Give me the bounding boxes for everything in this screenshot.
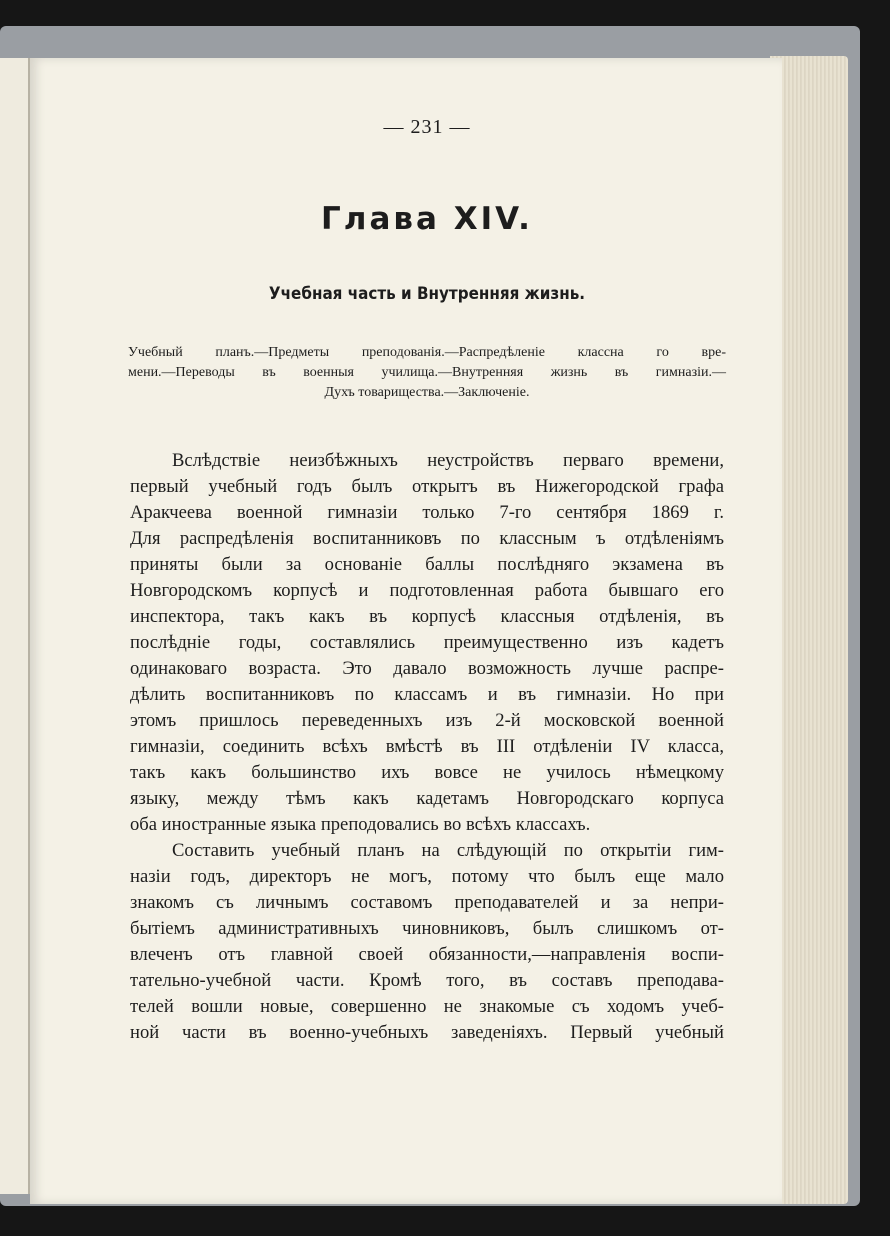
text-line: оба иностранные языка преподовались во всѣхъ классахъ. bbox=[130, 814, 591, 835]
text-line: языку, между тѣмъ какъ кадетамъ Новгородскаго корпуса bbox=[130, 788, 724, 809]
text-line: послѣдніе годы, составлялись преимущественно изъ кадетъ bbox=[130, 632, 724, 653]
paragraph bbox=[130, 838, 724, 1046]
text-line: приняты были за основаніе баллы послѣдняго экзамена въ bbox=[130, 554, 724, 575]
body-text bbox=[130, 448, 724, 1046]
text-line: инспектора, такъ какъ въ корпусѣ классныя отдѣленія, въ bbox=[130, 606, 724, 627]
summary-line: мени.—Переводы въ военныя училища.—Внутренняя жизнь въ гимназіи.— bbox=[128, 365, 726, 380]
text-line: первый учебный годъ былъ открытъ въ Нижегородской графа bbox=[130, 476, 724, 497]
paragraph bbox=[130, 448, 724, 838]
text-line: телей вошли новые, совершенно не знакомые съ ходомъ учеб- bbox=[130, 996, 724, 1017]
text-line: Для распредѣленія воспитанниковъ по классным ъ отдѣленіямъ bbox=[130, 528, 724, 549]
text-line: Аракчеева военной гимназіи только 7-го сентября 1869 г. bbox=[130, 502, 724, 523]
summary-line: Учебный планъ.—Предметы преподованія.—Распредѣленіе классна го вре- bbox=[128, 345, 726, 360]
summary-line: Духъ товарищества.—Заключеніе. bbox=[324, 385, 530, 400]
text-line: знакомъ съ личнымъ составомъ преподавателей и за непри- bbox=[130, 892, 724, 913]
book-page bbox=[30, 58, 782, 1204]
facing-page-edge bbox=[0, 58, 30, 1194]
text-line: Составить учебный планъ на слѣдующій по открытіи гим- bbox=[172, 840, 724, 861]
text-line: тательно-учебной части. Кромѣ того, въ составъ преподава- bbox=[130, 970, 724, 991]
text-line: Вслѣдствіе неизбѣжныхъ неустройствъ перваго времени, bbox=[172, 450, 724, 471]
text-line: влеченъ отъ главной своей обязанности,—направленія воспи- bbox=[130, 944, 724, 965]
text-line: бытіемъ административныхъ чиновниковъ, былъ слишкомъ от- bbox=[130, 918, 724, 939]
section-title: Учебная часть и Внутренняя жизнь. bbox=[268, 284, 586, 303]
text-line: дѣлить воспитанниковъ по классамъ и въ гимназіи. Но при bbox=[130, 684, 724, 705]
text-line: ной части въ военно-учебныхъ заведеніяхъ. Первый учебный bbox=[130, 1022, 724, 1043]
text-line: одинаковаго возраста. Это давало возможность лучше распре- bbox=[130, 658, 724, 679]
text-line: назіи годъ, директоръ не могъ, потому что былъ еще мало bbox=[130, 866, 724, 887]
text-line: такъ какъ большинство ихъ вовсе не училось нѣмецкому bbox=[130, 762, 724, 783]
text-line: Новгородскомъ корпусѣ и подготовленная работа бывшаго его bbox=[130, 580, 724, 601]
chapter-title: Глава XIV. bbox=[321, 201, 533, 237]
text-line: гимназіи, соединить всѣхъ вмѣстѣ въ III отдѣленіи IV класса, bbox=[130, 736, 724, 757]
text-line: этомъ пришлось переведенныхъ изъ 2-й московской военной bbox=[130, 710, 724, 731]
chapter-summary bbox=[128, 343, 726, 403]
page-number: — 231 — bbox=[383, 116, 471, 138]
